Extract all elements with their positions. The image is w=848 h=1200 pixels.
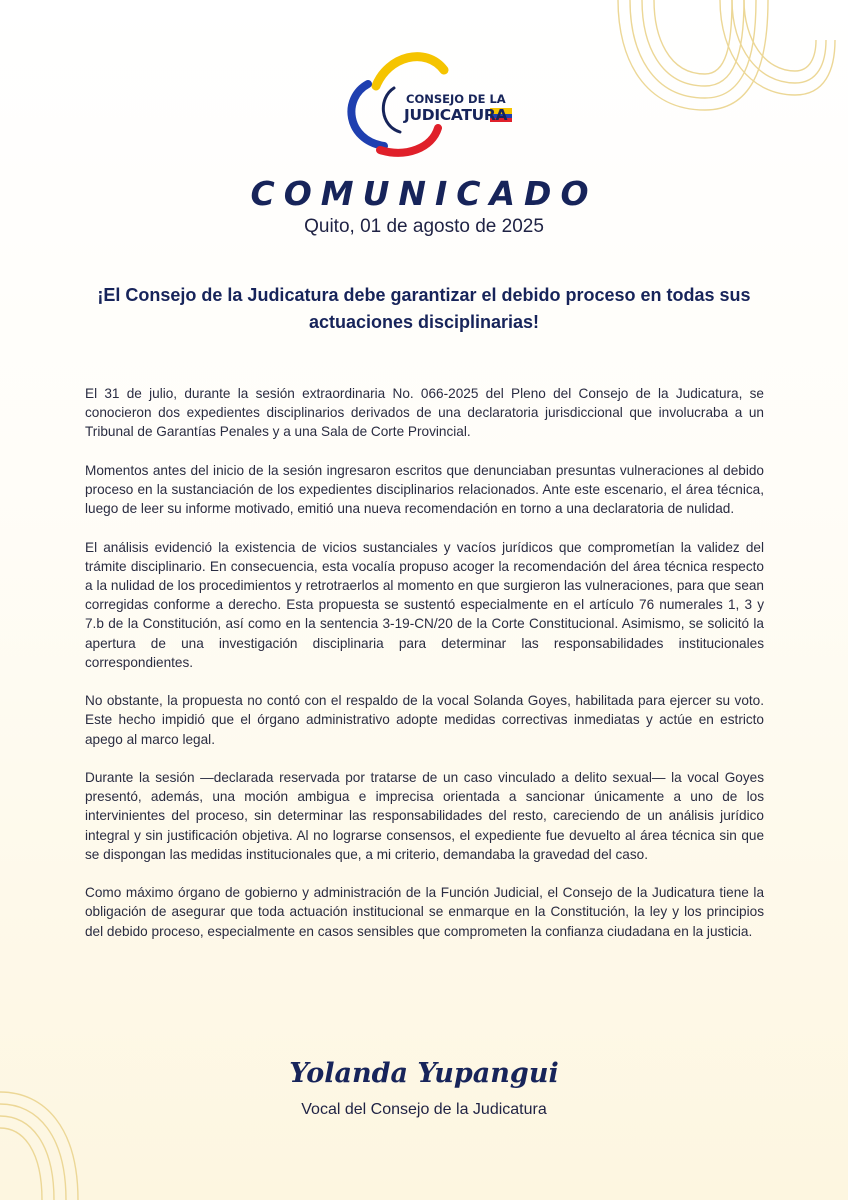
- gold-arcs-decoration-bottom-left: [0, 1080, 90, 1200]
- logo-text-line1: CONSEJO DE LA: [406, 92, 506, 106]
- signature-name: Yolanda Yupangui: [289, 1058, 559, 1089]
- paragraph: El análisis evidenció la existencia de vicios sustanciales y vacíos jurídicos que comprometían la validez del trámite disciplinario. En consecuencia, esta vocalía propuso acoger la recomendación del área técnica respecto a la nulidad de los procedimientos y retrotraerlos al momento en que surgieron las vulneraciones, para que sean corregidas conforme a derecho. Esta propuesta se sustentó especialmente en el artículo 76 numerales 1, 3 y 7.b de la Constitución, así como en la sentencia 3-19-CN/20 de la Corte Constitucional. Asimismo, se solicitó la apertura de una investigación disciplinaria para determinar las responsabilidades institucionales correspondientes.: [85, 539, 764, 670]
- gold-arcs-decoration-top-right: [600, 0, 848, 120]
- paragraph: Momentos antes del inicio de la sesión ingresaron escritos que denunciaban presuntas vulneraciones al debido proceso en la sustanciación de los expedientes disciplinarios relacionados. Ante este escenario, el área técnica, luego de leer su informe motivado, emitió una nueva recomendación en torno a una declaratoria de nulidad.: [85, 462, 764, 517]
- consejo-judicatura-logo: [340, 48, 520, 158]
- paragraph: Durante la sesión —declarada reservada por tratarse de un caso vinculado a delito sexual— la vocal Goyes presentó, además, una moción ambigua e imprecisa orientada a sancionar únicamente a uno de los intervinientes del proceso, sin determinar las responsabilidades del resto, careciendo de un análisis jurídico integral y sin justificación objetiva. Al no lograrse consensos, el expediente fue devuelto al área técnica sin que se dispongan las medidas institucionales que, a mi criterio, demandaba la gravedad del caso.: [85, 770, 764, 862]
- body-text: [85, 384, 764, 960]
- place-date: Quito, 01 de agosto de 2025: [304, 216, 544, 237]
- paragraph: No obstante, la propuesta no contó con el respaldo de la vocal Solanda Goyes, habilitada para ejercer su voto. Este hecho impidió que el órgano administrativo adopte medidas correctivas inmediatas y actúe en estricto apego al marco legal.: [85, 693, 764, 747]
- document-title: COMUNICADO: [250, 174, 598, 213]
- signature-role: Vocal del Consejo de la Judicatura: [301, 1101, 547, 1118]
- headline: ¡El Consejo de la Judicatura debe garantizar el debido proceso en todas sus actuaciones disciplinarias!: [97, 285, 751, 332]
- paragraph: El 31 de julio, durante la sesión extraordinaria No. 066-2025 del Pleno del Consejo de la Judicatura, se conocieron dos expedientes disciplinarios derivados de una declaratoria jurisdiccional que involucraba a un Tribunal de Garantías Penales y a una Sala de Corte Provincial.: [85, 386, 764, 440]
- paragraph: Como máximo órgano de gobierno y administración de la Función Judicial, el Consejo de la Judicatura tiene la obligación de asegurar que toda actuación institucional se enmarque en la Constitución, la ley y los principios del debido proceso, especialmente en casos sensibles que comprometen la confianza ciudadana en la justicia.: [85, 885, 764, 939]
- logo-text-line2: JUDICATURA: [404, 106, 508, 124]
